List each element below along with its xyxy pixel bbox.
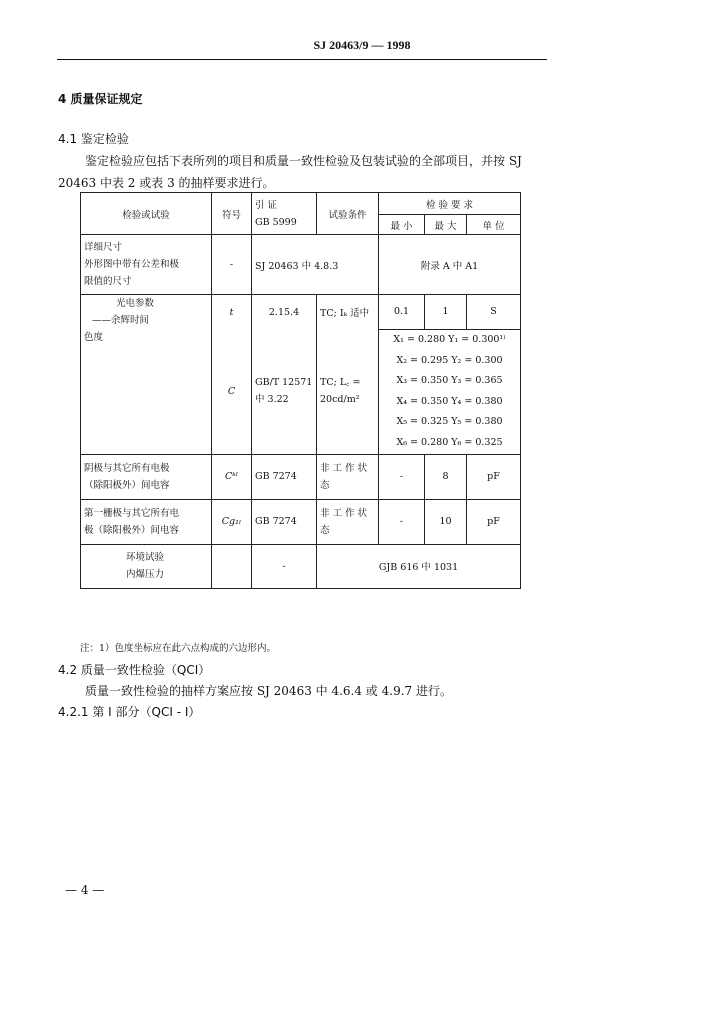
row4-condition-line-1: 非 工 作 状 <box>320 462 368 474</box>
table-row <box>81 499 521 544</box>
section-4-heading: 4 质量保证规定 <box>58 92 143 106</box>
row2-condition: TC; Iₖ 适中 <box>317 295 379 330</box>
row1-item-line-2: 外形图中带有公差和极 <box>84 259 180 270</box>
header-requirement: 检 验 要 求 <box>379 193 521 215</box>
table-header-row <box>81 193 521 215</box>
row4-unit: pF <box>467 454 521 499</box>
row4-condition <box>317 454 379 499</box>
row1-item-line-3: 限值的尺寸 <box>84 276 132 287</box>
row6-item <box>81 544 212 588</box>
row5-condition <box>317 499 379 544</box>
header-reference <box>252 193 317 235</box>
row2-max: 1 <box>425 295 467 330</box>
header-reference-line-1: 引 证 <box>255 199 278 211</box>
row3-condition <box>317 329 379 454</box>
row4-item-line-1: 阴极与其它所有电极 <box>84 462 170 474</box>
row5-item-line-1: 第一栅极与其它所有电 <box>84 507 180 519</box>
table-row <box>81 544 521 588</box>
row4-min: - <box>379 454 425 499</box>
row3-reference <box>252 329 317 454</box>
row4-item-line-2: （除阳极外）间电容 <box>84 479 170 491</box>
chromaticity-point-4: X₄ = 0.350 Y₄ = 0.380 <box>396 395 503 407</box>
row3-chromaticity-coordinates <box>379 329 521 454</box>
row3-item-text: 色度 <box>84 332 104 343</box>
row5-symbol: Cg₁ₗ <box>212 499 252 544</box>
section-4-2-paragraph: 质量一致性检验的抽样方案应按 SJ 20463 中 4.6.4 或 4.9.7 进行。 <box>85 684 452 698</box>
row6-item-line-2: 内爆压力 <box>126 569 165 580</box>
row1-item-line-1: 详细尺寸 <box>84 242 123 253</box>
row2-reference: 2.15.4 <box>252 295 317 330</box>
row5-unit: pF <box>467 499 521 544</box>
row3-item <box>81 329 212 454</box>
row6-reference: - <box>252 544 317 588</box>
row3-condition-line-2: 20cd/m² <box>320 394 360 406</box>
section-4-2-heading: 4.2 质量一致性检验（QCI） <box>58 663 211 677</box>
header-reference-line-2: GB 5999 <box>255 216 297 228</box>
row6-item-line-1: 环境试验 <box>126 552 165 563</box>
row2-symbol: t <box>212 295 252 330</box>
row3-reference-line-2: 中 3.22 <box>255 394 289 406</box>
row4-condition-line-2: 态 <box>320 479 330 491</box>
page-number: — 4 — <box>65 883 105 897</box>
row5-condition-line-1: 非 工 作 状 <box>320 507 368 519</box>
chromaticity-point-1: X₁ = 0.280 Y₁ = 0.300¹⁾ <box>393 334 506 345</box>
section-4-1-paragraph-line-1: 鉴定检验应包括下表所列的项目和质量一致性检验及包装试验的全部项目，并按 SJ <box>85 154 522 168</box>
row4-max: 8 <box>425 454 467 499</box>
row5-item-line-2: 极（除阳极外）间电容 <box>84 524 180 536</box>
table-row <box>81 295 521 330</box>
row3-reference-line-1: GB/T 12571 <box>255 377 313 389</box>
row3-condition-line-1: TC; L꜀ = <box>320 377 361 389</box>
row6-symbol <box>212 544 252 588</box>
row2-item-line-1: 光电参数 <box>116 298 155 309</box>
table-row <box>81 235 521 295</box>
row5-item <box>81 499 212 544</box>
row4-symbol: Cᵏˡ <box>212 454 252 499</box>
qualification-test-table <box>80 192 521 589</box>
row2-unit: S <box>467 295 521 330</box>
section-4-1-heading: 4.1 鉴定检验 <box>58 132 129 146</box>
row1-requirement: 附录 A 中 A1 <box>379 235 521 295</box>
row2-item-line-2: ——余辉时间 <box>92 315 150 326</box>
header-divider <box>57 59 547 60</box>
row2-min: 0.1 <box>379 295 425 330</box>
row4-item <box>81 454 212 499</box>
row1-item <box>81 235 212 295</box>
table-row <box>81 454 521 499</box>
row3-symbol: C <box>212 329 252 454</box>
document-header-title: SJ 20463/9 — 1998 <box>313 38 411 52</box>
row4-reference: GB 7274 <box>252 454 317 499</box>
row5-reference: GB 7274 <box>252 499 317 544</box>
row5-max: 10 <box>425 499 467 544</box>
header-max: 最 大 <box>425 215 467 235</box>
chromaticity-point-6: X₆ = 0.280 Y₆ = 0.325 <box>396 436 503 448</box>
chromaticity-point-2: X₂ = 0.295 Y₂ = 0.300 <box>396 354 503 366</box>
row1-symbol: - <box>212 235 252 295</box>
section-4-1-paragraph-line-2: 20463 中表 2 或表 3 的抽样要求进行。 <box>58 176 275 190</box>
header-unit: 单 位 <box>467 215 521 235</box>
row1-reference: SJ 20463 中 4.8.3 <box>252 235 379 295</box>
chromaticity-point-3: X₃ = 0.350 Y₃ = 0.365 <box>396 375 503 386</box>
table-row <box>81 329 521 454</box>
row5-min: - <box>379 499 425 544</box>
row6-requirement: GJB 616 中 1031 <box>317 544 521 588</box>
header-min: 最 小 <box>379 215 425 235</box>
header-condition: 试验条件 <box>317 193 379 235</box>
table-footnote: 注：1）色度坐标应在此六点构成的六边形内。 <box>80 643 277 654</box>
section-4-2-1-heading: 4.2.1 第 I 部分（QCI - I） <box>58 705 201 719</box>
header-symbol: 符号 <box>212 193 252 235</box>
header-item: 检验或试验 <box>81 193 212 235</box>
row5-condition-line-2: 态 <box>320 524 330 536</box>
row2-item <box>81 295 212 330</box>
chromaticity-point-5: X₅ = 0.325 Y₅ = 0.380 <box>396 416 503 427</box>
